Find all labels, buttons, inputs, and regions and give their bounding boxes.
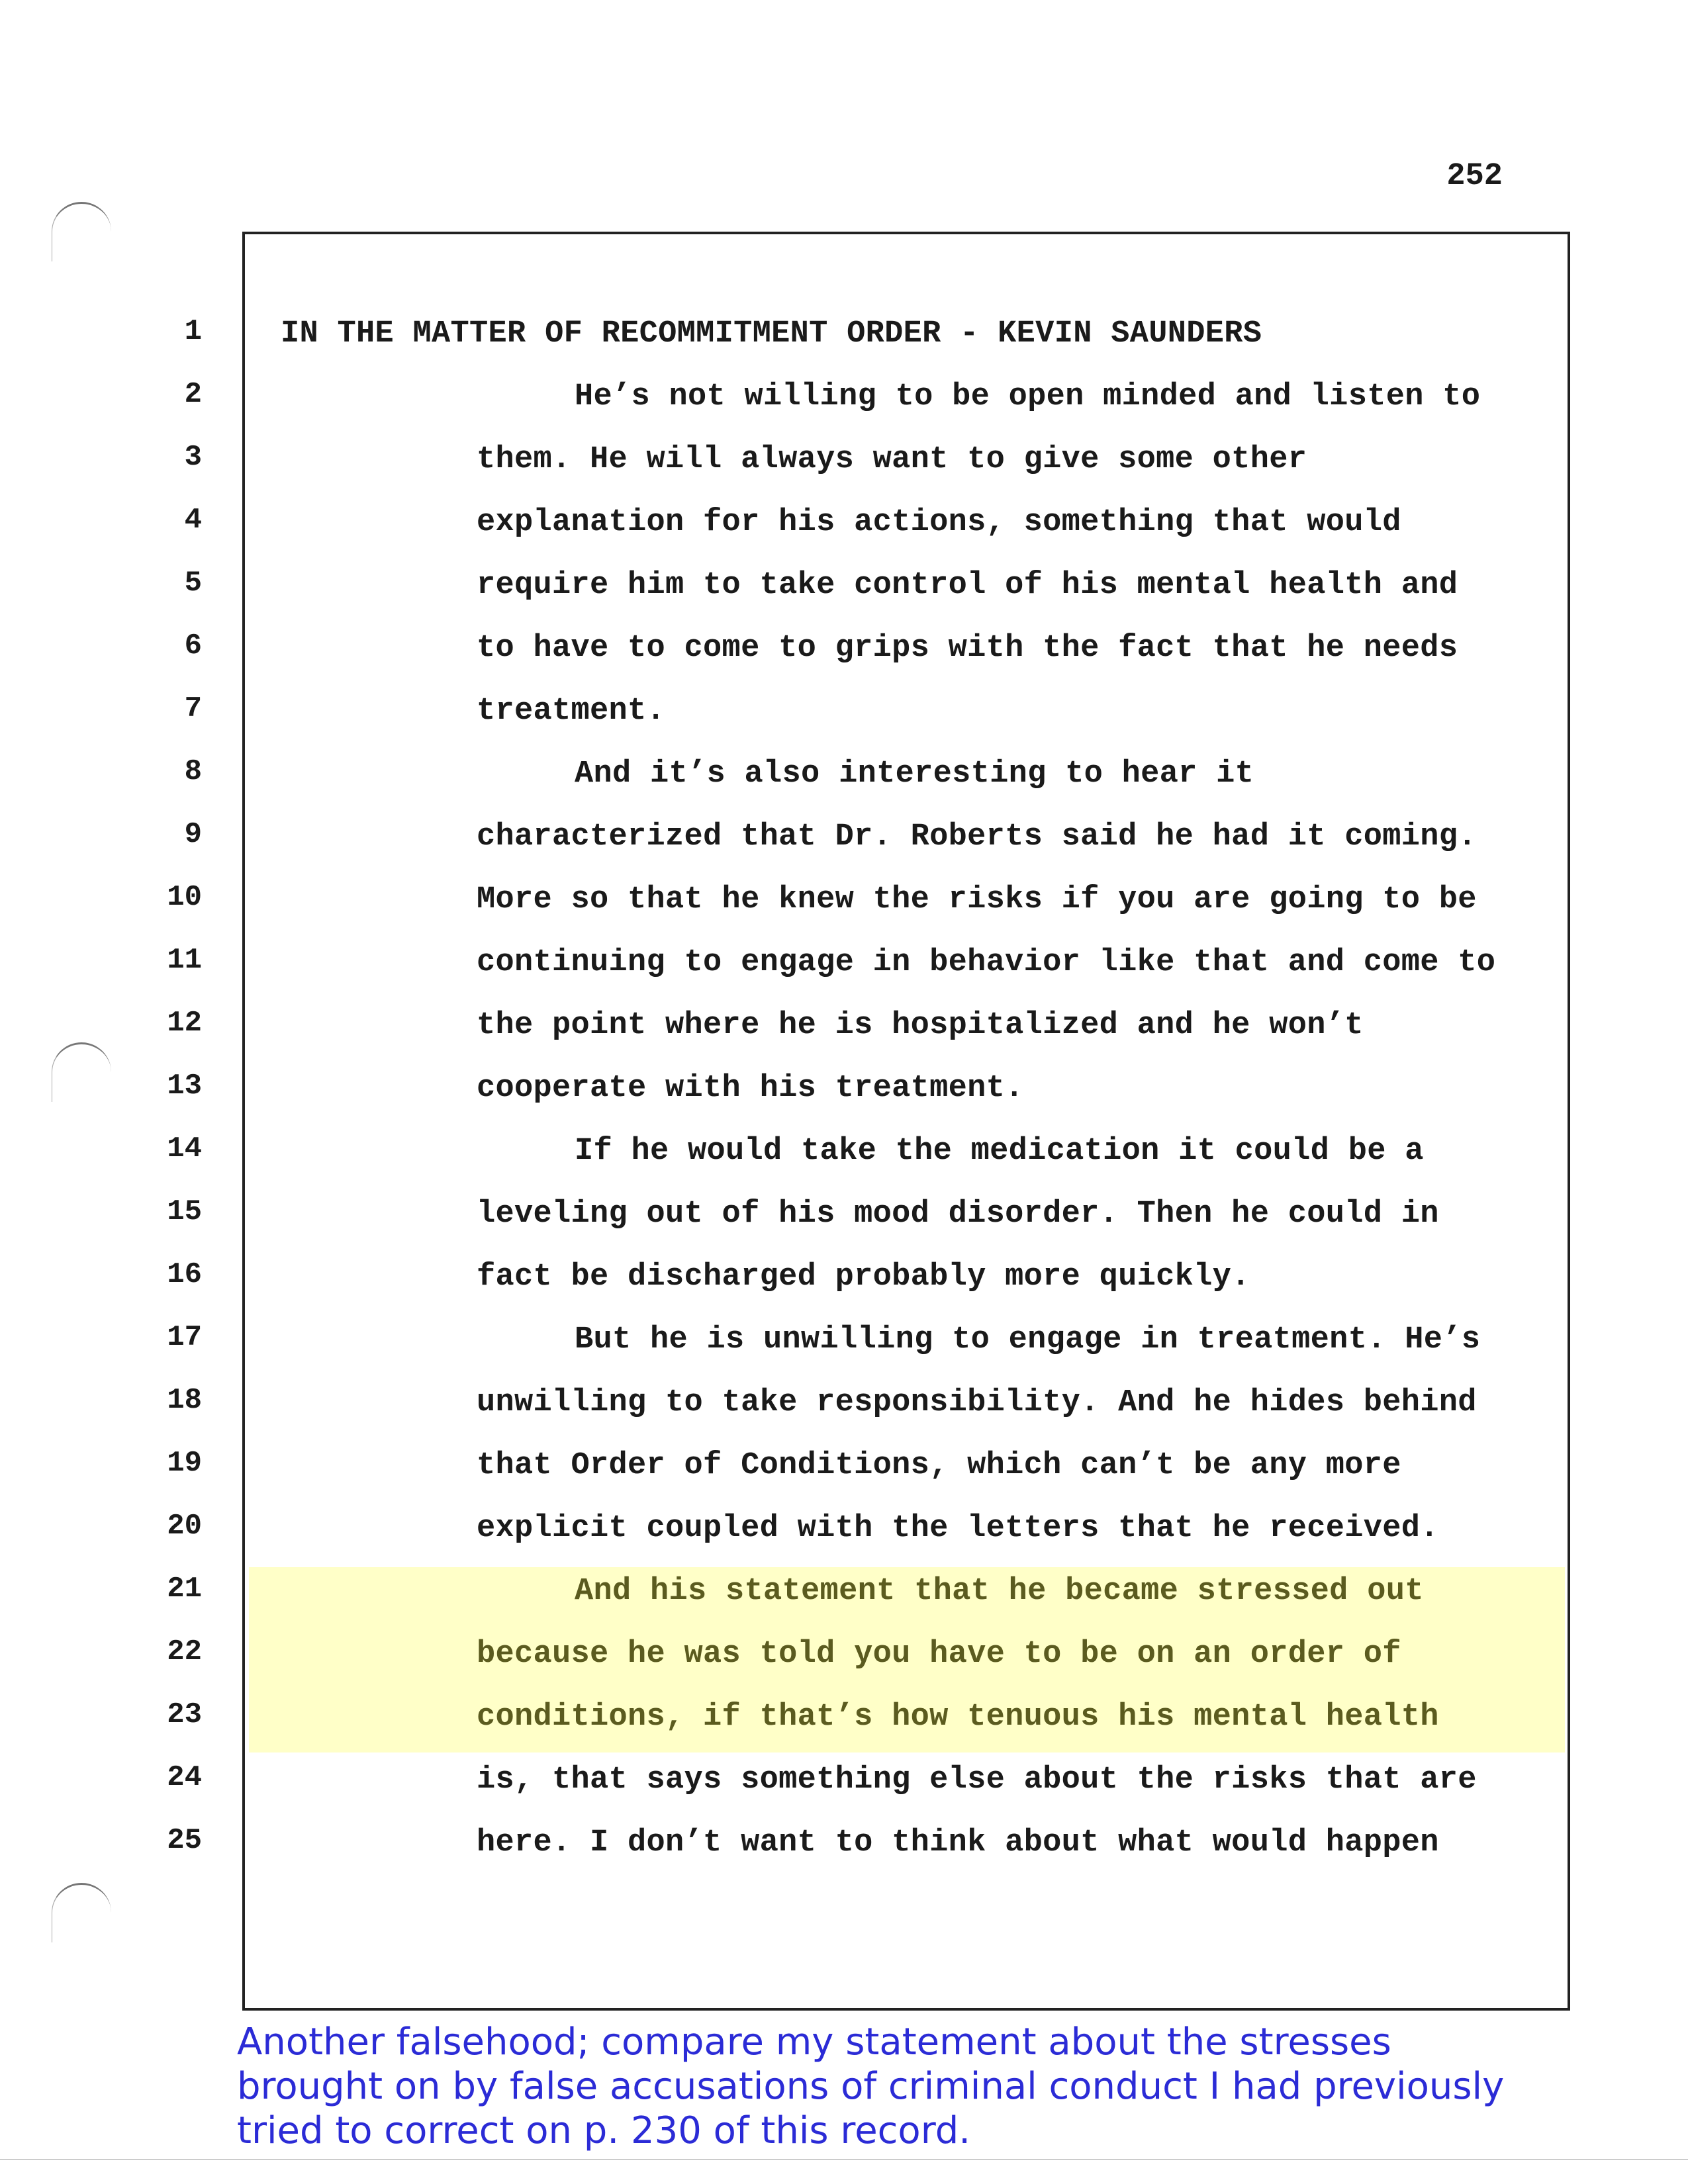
transcript-line: If he would take the medication it could be a [575,1134,1424,1169]
line-number: 12 [167,1007,202,1040]
transcript-line: cooperate with his treatment. [477,1071,1024,1106]
highlighted-line: And his statement that he became stressed out [575,1574,1424,1609]
transcript-line: He’s not willing to be open minded and listen to [575,379,1481,414]
line-number: 4 [184,504,202,537]
line-number: 14 [167,1132,202,1165]
transcript-frame [242,232,1570,2011]
line-number: 6 [184,629,202,662]
line-number: 9 [184,818,202,851]
line-number: 25 [167,1824,202,1857]
line-number: 2 [184,378,202,411]
transcript-line: characterized that Dr. Roberts said he had it coming. [477,819,1477,854]
line-number: 19 [167,1447,202,1480]
margin-annotation [237,2020,1627,2153]
transcript-line: fact be discharged probably more quickly. [477,1259,1250,1295]
line-number: 21 [167,1572,202,1606]
transcript-line: require him to take control of his mental health and [477,568,1458,603]
line-number: 17 [167,1321,202,1354]
highlighted-line: conditions, if that’s how tenuous his mental health [477,1700,1439,1735]
line-number: 24 [167,1761,202,1794]
binder-hole-bottom [52,1883,111,1942]
transcript-caption: IN THE MATTER OF RECOMMITMENT ORDER - KEVIN SAUNDERS [281,316,1262,351]
line-number: 13 [167,1069,202,1103]
line-number: 22 [167,1635,202,1668]
line-number: 15 [167,1195,202,1228]
transcript-line: unwilling to take responsibility. And he hides behind [477,1385,1477,1420]
transcript-line: is, that says something else about the risks that are [477,1762,1477,1797]
line-number: 8 [184,755,202,788]
line-number: 18 [167,1384,202,1417]
transcript-line: explanation for his actions, something that would [477,505,1401,540]
transcript-line: here. I don’t want to think about what would happen [477,1825,1439,1860]
line-number: 16 [167,1258,202,1291]
transcript-line: And it’s also interesting to hear it [575,756,1254,792]
line-number: 23 [167,1698,202,1731]
annotation-line: tried to correct on p. 230 of this record. [237,2109,971,2152]
line-number: 7 [184,692,202,725]
line-number: 5 [184,567,202,600]
transcript-line: them. He will always want to give some other [477,442,1307,477]
line-number: 20 [167,1510,202,1543]
annotation-line: brought on by false accusations of criminal conduct I had previously [237,2065,1505,2108]
transcript-line: to have to come to grips with the fact that he needs [477,631,1458,666]
page-number: 252 [1446,159,1503,194]
highlighted-line: because he was told you have to be on an order of [477,1637,1401,1672]
transcript-line: More so that he knew the risks if you are going to be [477,882,1477,917]
line-number: 11 [167,944,202,977]
line-number: 1 [184,315,202,348]
annotation-line: Another falsehood; compare my statement about the stresses [237,2021,1391,2064]
binder-hole-top [52,202,111,261]
line-number: 10 [167,881,202,914]
transcript-line: the point where he is hospitalized and he won’t [477,1008,1364,1043]
line-number: 3 [184,441,202,474]
transcript-line: But he is unwilling to engage in treatment. He’s [575,1322,1481,1357]
transcript-line: that Order of Conditions, which can’t be any more [477,1448,1401,1483]
transcript-line: continuing to engage in behavior like that and come to [477,945,1496,980]
transcript-line: leveling out of his mood disorder. Then he could in [477,1197,1439,1232]
transcript-line: treatment. [477,694,666,729]
page-bottom-edge [0,2159,1688,2160]
transcript-line: explicit coupled with the letters that he received. [477,1511,1439,1546]
